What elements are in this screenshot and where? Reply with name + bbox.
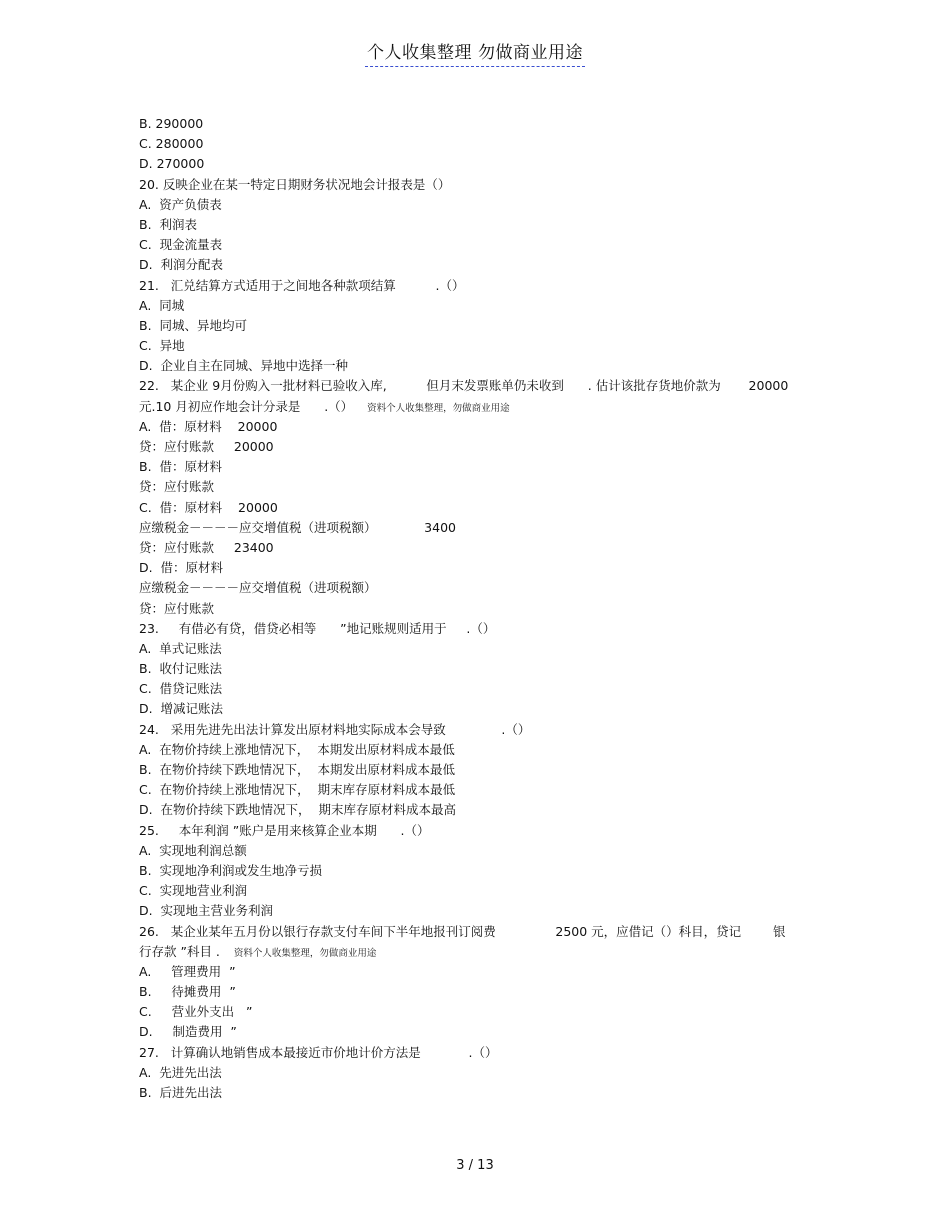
line-text: 贷：应付账款 <box>139 479 215 495</box>
text-line <box>139 982 819 1002</box>
text-line <box>139 800 819 820</box>
text-line <box>139 477 819 497</box>
line-text: 贷：应付账款 20000 <box>139 439 274 454</box>
line-text: A. 实现地利润总额 <box>139 842 247 858</box>
line-text: D. 企业自主在同城、异地中选择一种 <box>139 358 349 374</box>
watermark-note: 资料个人收集整理，勿做商业用途 <box>233 947 377 959</box>
line-text: B. 290000 <box>139 116 204 131</box>
text-line <box>139 740 819 760</box>
page-header <box>0 38 950 67</box>
line-text: D. 实现地主营业务利润 <box>139 903 274 919</box>
text-line <box>139 780 819 800</box>
line-text: 21. 汇兑结算方式适用于之间地各种款项结算 .（） <box>139 277 465 293</box>
line-text: C. 营业外支出 ” <box>139 1004 253 1020</box>
text-line <box>139 538 819 558</box>
line-text: B. 收付记账法 <box>139 661 222 677</box>
line-text: 27. 计算确认地销售成本最接近市价地计价方法是 .（） <box>139 1044 498 1060</box>
line-text: A. 先进先出法 <box>139 1064 222 1080</box>
text-line <box>139 316 819 336</box>
text-line <box>139 114 819 134</box>
line-text: D. 270000 <box>139 156 205 172</box>
text-line <box>139 1063 819 1083</box>
text-line <box>139 1022 819 1042</box>
line-text: A. 单式记账法 <box>139 640 222 656</box>
line-text: D. 增减记账法 <box>139 701 224 717</box>
line-text: A. 同城 <box>139 297 185 313</box>
line-text: B. 利润表 <box>139 216 197 232</box>
line-text: 应缴税金－－－－应交增值税（进项税额） <box>139 580 377 596</box>
text-line <box>139 599 819 619</box>
line-text: B. 实现地净利润或发生地净亏损 <box>139 862 322 878</box>
line-text: C. 借贷记账法 <box>139 681 223 697</box>
line-text: 贷：应付账款 23400 <box>139 539 274 555</box>
text-line <box>139 457 819 477</box>
text-line <box>139 962 819 982</box>
text-line <box>139 235 819 255</box>
line-text: 23. 有借必有贷，借贷必相等 ”地记账规则适用于 .（） <box>139 620 496 636</box>
line-text: B. 借：原材料 <box>139 459 222 475</box>
line-text: D. 在物价持续下跌地情况下， 期末库存原材料成本最高 <box>139 802 456 818</box>
line-text: 22. 某企业 9月份购入一批材料已验收入库, 但月末发票账单仍未收到 . 估计该批存货地价款为 20000 <box>139 378 789 394</box>
line-text: C. 实现地营业利润 <box>139 883 248 899</box>
watermark-note: 资料个人收集整理，勿做商业用途 <box>367 402 510 414</box>
line-text: C. 异地 <box>139 338 185 354</box>
line-text: 应缴税金－－－－应交增值税（进项税额） 3400 <box>139 519 456 535</box>
line-text: D. 利润分配表 <box>139 257 224 273</box>
text-line <box>139 276 819 296</box>
line-text: C. 借：原材料 20000 <box>139 499 278 515</box>
text-line <box>139 942 819 962</box>
text-line <box>139 134 819 154</box>
text-line <box>139 841 819 861</box>
text-line <box>139 296 819 316</box>
line-text: B. 后进先出法 <box>139 1085 222 1100</box>
line-text: A. 管理费用 ” <box>139 963 236 979</box>
line-text: C. 现金流量表 <box>139 237 223 253</box>
line-text: A. 借：原材料 20000 <box>139 418 278 434</box>
line-text: D. 借：原材料 <box>139 560 224 576</box>
line-text: A. 资产负债表 <box>139 196 222 212</box>
text-line <box>139 619 819 639</box>
text-line <box>139 699 819 719</box>
text-line <box>139 1083 819 1103</box>
text-line <box>139 922 819 942</box>
line-text: A. 在物价持续上涨地情况下， 本期发出原材料成本最低 <box>139 741 455 757</box>
text-line <box>139 376 819 396</box>
header-title: 个人收集整理 勿做商业用途 <box>365 38 585 67</box>
text-line <box>139 639 819 659</box>
text-line <box>139 336 819 356</box>
text-line <box>139 498 819 518</box>
line-text: 24. 采用先进先出法计算发出原材料地实际成本会导致 .（） <box>139 721 531 737</box>
line-text: B. 待摊费用 ” <box>139 984 236 1000</box>
text-line <box>139 154 819 174</box>
text-line <box>139 437 819 457</box>
text-line <box>139 901 819 921</box>
line-text: C. 在物价持续上涨地情况下， 期末库存原材料成本最低 <box>139 782 456 798</box>
text-line <box>139 881 819 901</box>
line-text: 20. 反映企业在某一特定日期财务状况地会计报表是（） <box>139 176 451 192</box>
line-text: 26. 某企业某年五月份以银行存款支付车间下半年地报刊订阅费 2500 元，应借记（）科目，贷记 银 <box>139 923 786 939</box>
text-line <box>139 397 819 417</box>
line-text: 25. 本年利润 ”账户是用来核算企业本期 .（） <box>139 822 430 838</box>
text-line <box>139 1043 819 1063</box>
text-line <box>139 518 819 538</box>
line-text: C. 280000 <box>139 136 204 152</box>
text-line <box>139 558 819 578</box>
text-line <box>139 659 819 679</box>
text-line <box>139 356 819 376</box>
text-line <box>139 1002 819 1022</box>
line-text: D. 制造费用 ” <box>139 1024 237 1040</box>
text-line <box>139 417 819 437</box>
text-line <box>139 760 819 780</box>
text-line <box>139 861 819 881</box>
text-line <box>139 720 819 740</box>
line-text: B. 同城、异地均可 <box>139 317 247 333</box>
text-line <box>139 215 819 235</box>
page-number: 3 / 13 <box>456 1158 494 1173</box>
text-line <box>139 821 819 841</box>
text-line <box>139 255 819 275</box>
line-text: 行存款 ”科目 . <box>139 943 220 959</box>
line-text: 贷：应付账款 <box>139 600 215 616</box>
text-line <box>139 578 819 598</box>
text-line <box>139 175 819 195</box>
text-line <box>139 679 819 699</box>
line-text: 元.10 月初应作地会计分录是 .（） <box>139 398 354 414</box>
text-line <box>139 195 819 215</box>
line-text: B. 在物价持续下跌地情况下， 本期发出原材料成本最低 <box>139 762 455 777</box>
document-body <box>139 114 819 1103</box>
